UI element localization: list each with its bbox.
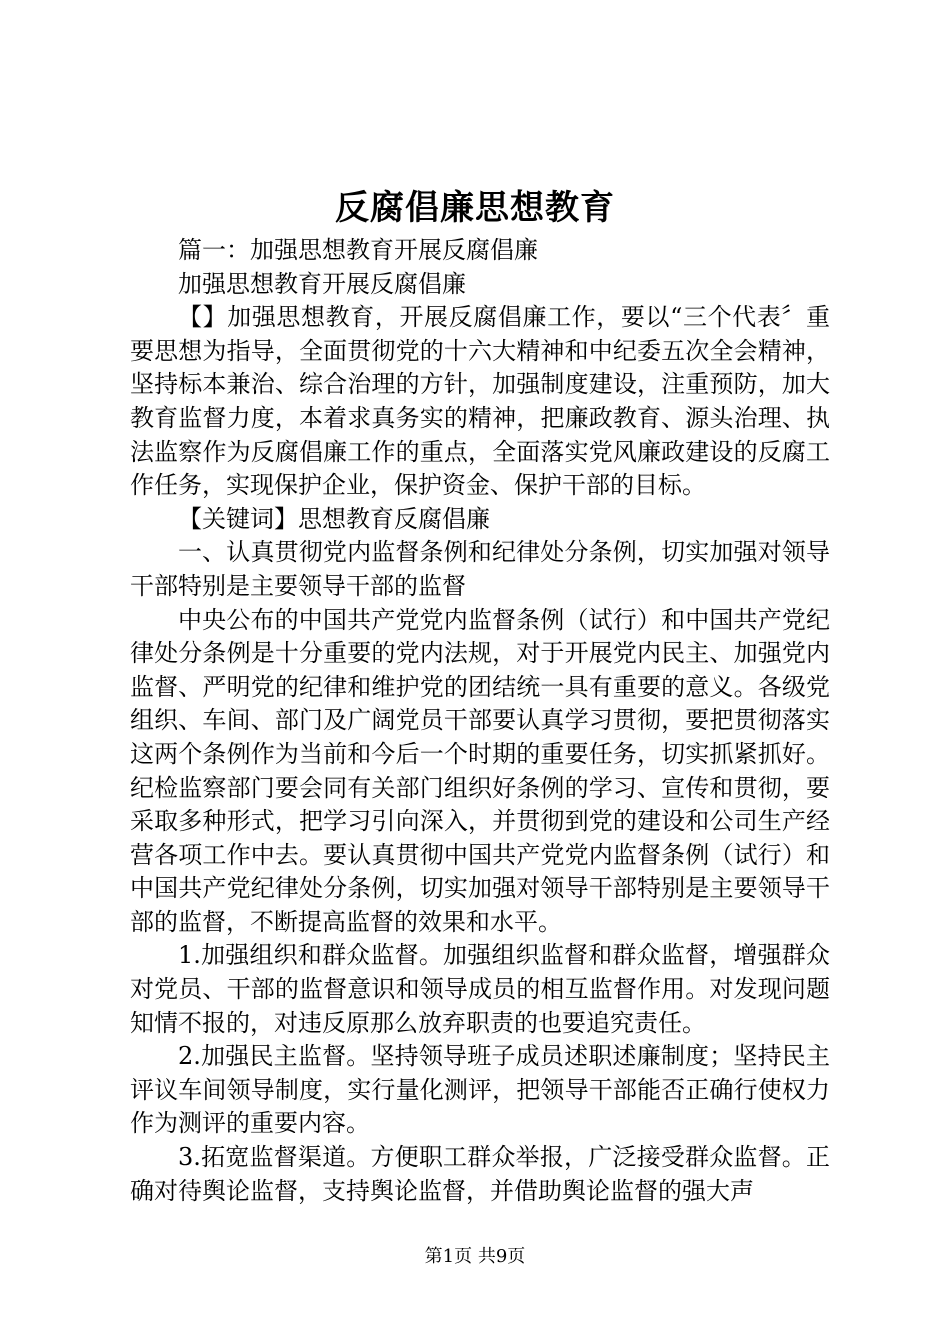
list-item-1: 1.加强组织和群众监督。加强组织监督和群众监督，增强群众对党员、干部的监督意识和领导成员的相互监督作用。对发现问题知情不报的，对违反原那么放弃职责的也要追究责任。 <box>130 941 830 1037</box>
body-paragraph: 中央公布的中国共产党党内监督条例（试行）和中国共产党纪律处分条例是十分重要的党内法规，对于开展党内民主、加强党内监督、严明党的纪律和维护党的团结统一具有重要的意义。各级党组织、车间、部门及广阔党员干部要认真学习贯彻，要把贯彻落实这两个条例作为当前和今后一个时期的重要任务，切实抓紧抓好。纪检监察部门要会同有关部门组织好条例的学习、宣传和贯彻，要采取多种形式，把学习引向深入，并贯彻到党的建设和公司生产经营各项工作中去。要认真贯彻中国共产党党内监督条例（试行）和中国共产党纪律处分条例，切实加强对领导干部特别是主要领导干部的监督，不断提高监督的效果和水平。 <box>130 605 830 936</box>
section-one-heading: 一、认真贯彻党内监督条例和纪律处分条例，切实加强对领导干部特别是主要领导干部的监督 <box>130 538 830 600</box>
keywords-paragraph: 【关键词】思想教育反腐倡廉 <box>178 504 490 533</box>
section-heading: 篇一：加强思想教育开展反腐倡廉 <box>178 236 538 264</box>
document-title: 反腐倡廉思想教育 <box>335 188 615 228</box>
list-item-2: 2.加强民主监督。坚持领导班子成员述职述廉制度；坚持民主评议车间领导制度，实行量化测评，把领导干部能否正确行使权力作为测评的重要内容。 <box>130 1042 830 1138</box>
page-footer: 第1页 共9页 <box>424 1246 526 1267</box>
list-item-3: 3.拓宽监督渠道。方便职工群众举报，广泛接受群众监督。正确对待舆论监督，支持舆论监督，并借助舆论监督的强大声 <box>130 1143 830 1205</box>
document-body <box>130 234 830 1208</box>
article-title: 加强思想教育开展反腐倡廉 <box>178 269 466 298</box>
abstract-paragraph: 【】加强思想教育，开展反腐倡廉工作，要以“三个代表〞重要思想为指导，全面贯彻党的十六大精神和中纪委五次全会精神，坚持标本兼治、综合治理的方针，加强制度建设，注重预防，加大教育监督力度，本着求真务实的精神，把廉政教育、源头治理、执法监察作为反腐倡廉工作的重点，全面落实党风廉政建设的反腐工作任务，实现保护企业，保护资金、保护干部的目标。 <box>130 303 830 500</box>
